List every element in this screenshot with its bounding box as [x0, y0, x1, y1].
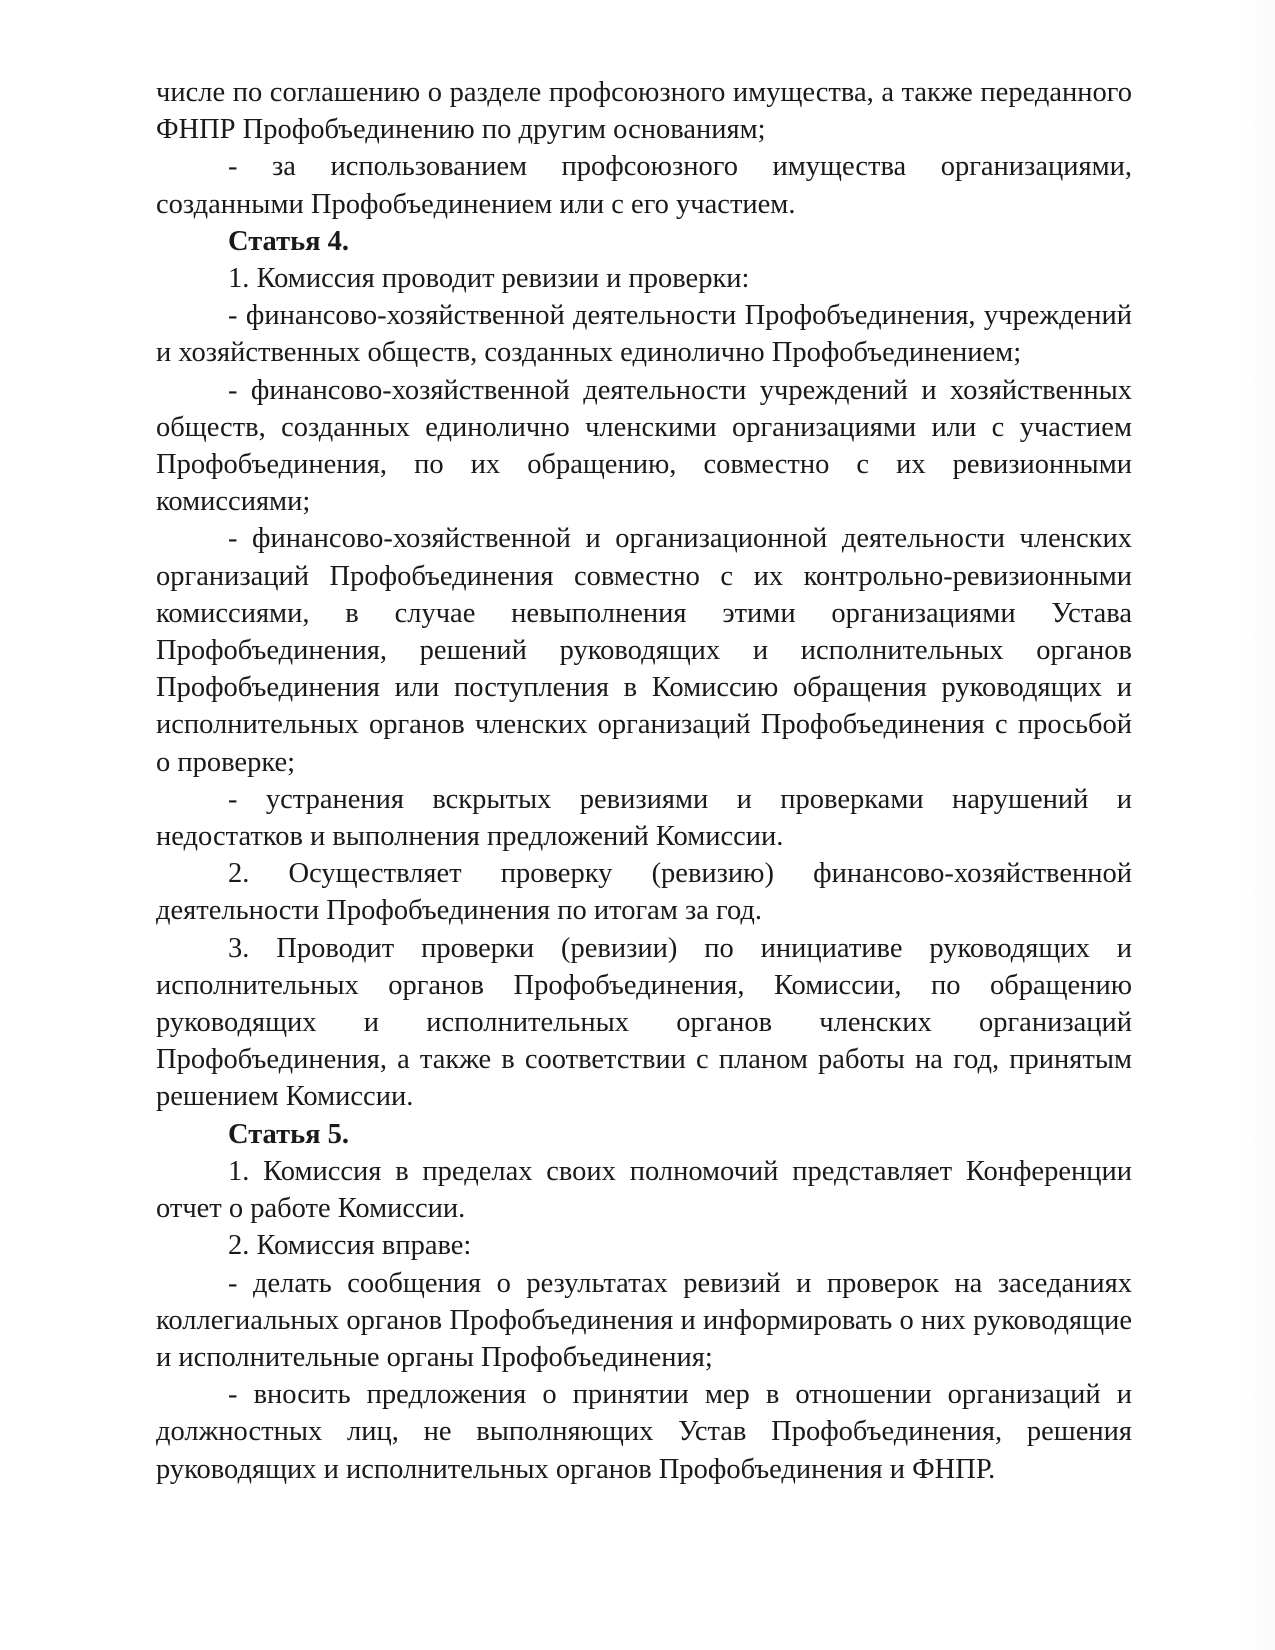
document-page [156, 74, 1132, 1488]
scan-edge-shadow [1239, 0, 1275, 1650]
list-item-member-institutions: - финансово-хозяйственной деятельности учреждений и хозяйственных обществ, созданных единолично членскими организациями или с участием Профобъединения, по их обращению, совместно с их ревизионными комиссиями; [156, 374, 1132, 518]
article-4-item-2: 2. Осуществляет проверку (ревизию) финансово-хозяйственной деятельности Профобъединения по итогам за год. [156, 858, 1132, 927]
list-item-reports: - делать сообщения о результатах ревизий и проверок на заседаниях коллегиальных органов Профобъединения и информировать о них руководящие и исполнительные органы Профобъединения; [156, 1267, 1132, 1373]
list-item-elimination: - устранения вскрытых ревизиями и проверками нарушений и недостатков и выполнения предложений Комиссии. [156, 783, 1132, 853]
list-item-proposals: - вносить предложения о принятии мер в отношении организаций и должностных лиц, не выполняющих Устав Профобъединения, решения руководящих и исполнительных органов Профобъединения и ФНПР. [156, 1379, 1132, 1485]
paragraph-continuation: числе по соглашению о разделе профсоюзного имущества, а также переданного ФНПР Профобъединению по другим основаниям; [156, 77, 1132, 146]
article-5-item-2: 2. Комиссия вправе: [228, 1230, 472, 1262]
article-4-heading: Статья 4. [228, 225, 350, 257]
article-5-heading: Статья 5. [228, 1118, 350, 1150]
article-5-item-1: 1. Комиссия в пределах своих полномочий представляет Конференции отчет о работе Комиссии. [156, 1155, 1132, 1225]
list-item-member-organizations: - финансово-хозяйственной и организационной деятельности членских организаций Профобъединения совместно с их контрольно-ревизионными комиссиями, в случае невыполнения этими организациями Устава Профобъединения, решений руководящих и исполнительных органов Профобъединения или поступления в Комиссию обращения руководящих и исполнительных органов членских организаций Профобъединения с просьбой о проверке; [156, 523, 1132, 778]
paragraph-property-use: - за использованием профсоюзного имущества организациями, созданными Профобъединением или с его участием. [156, 151, 1132, 220]
article-4-item-1: 1. Комиссия проводит ревизии и проверки: [228, 263, 750, 295]
article-4-item-3: 3. Проводит проверки (ревизии) по инициативе руководящих и исполнительных органов Профобъединения, Комиссии, по обращению руководящих и исполнительных органов членских организаций Профобъединения, а также в соответствии с планом работы на год, принятым решением Комиссии. [156, 932, 1132, 1113]
list-item-financial-activity: - финансово-хозяйственной деятельности Профобъединения, учреждений и хозяйственных обществ, созданных единолично Профобъединением; [156, 300, 1132, 369]
